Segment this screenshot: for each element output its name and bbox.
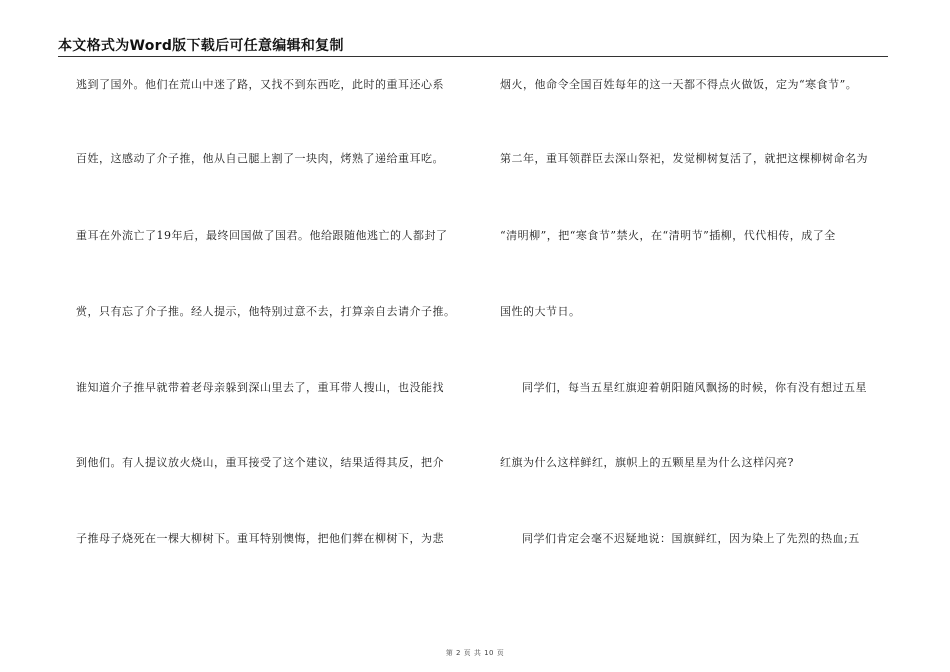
text-line: 重耳在外流亡了19年后，最终回国做了国君。他给跟随他逃亡的人都封了 xyxy=(76,229,448,242)
page-number: 第 2 页 共 10 页 xyxy=(445,649,505,657)
text-line: 子推母子烧死在一棵大柳树下。重耳特别懊悔，把他们葬在柳树下，为悲 xyxy=(76,532,444,545)
text-line: 同学们，每当五星红旗迎着朝阳随风飘扬的时候，你有没有想过五星 xyxy=(522,381,867,394)
text-line: 国性的大节日。 xyxy=(500,305,581,318)
text-line: 谁知道介子推早就带着老母亲躲到深山里去了，重耳带人搜山，也没能找 xyxy=(76,381,444,394)
text-line: 到他们。有人提议放火烧山，重耳接受了这个建议，结果适得其反，把介 xyxy=(76,456,444,469)
text-line: 第二年，重耳领群臣去深山祭祀，发觉柳树复活了，就把这棵柳树命名为 xyxy=(500,152,868,165)
text-line: 同学们肯定会毫不迟疑地说：国旗鲜红，因为染上了先烈的热血;五 xyxy=(522,532,860,545)
page-header xyxy=(58,32,888,57)
text-line: 红旗为什么这样鲜红，旗帜上的五颗星星为什么这样闪亮? xyxy=(500,456,794,469)
text-line: 逃到了国外。他们在荒山中迷了路，又找不到东西吃，此时的重耳还心系 xyxy=(76,78,444,91)
text-line: 烟火，他命令全国百姓每年的这一天都不得点火做饭，定为“寒食节”。 xyxy=(500,78,858,91)
text-line: “清明柳”，把“寒食节”禁火，在“清明节”插柳，代代相传，成了全 xyxy=(500,229,836,242)
text-line: 百姓，这感动了介子推，他从自己腿上割了一块肉，烤熟了递给重耳吃。 xyxy=(76,152,444,165)
text-line: 赏，只有忘了介子推。经人提示，他特别过意不去，打算亲自去请介子推。 xyxy=(76,305,456,318)
header-title: 本文格式为Word版下载后可任意编辑和复制 xyxy=(58,38,344,54)
